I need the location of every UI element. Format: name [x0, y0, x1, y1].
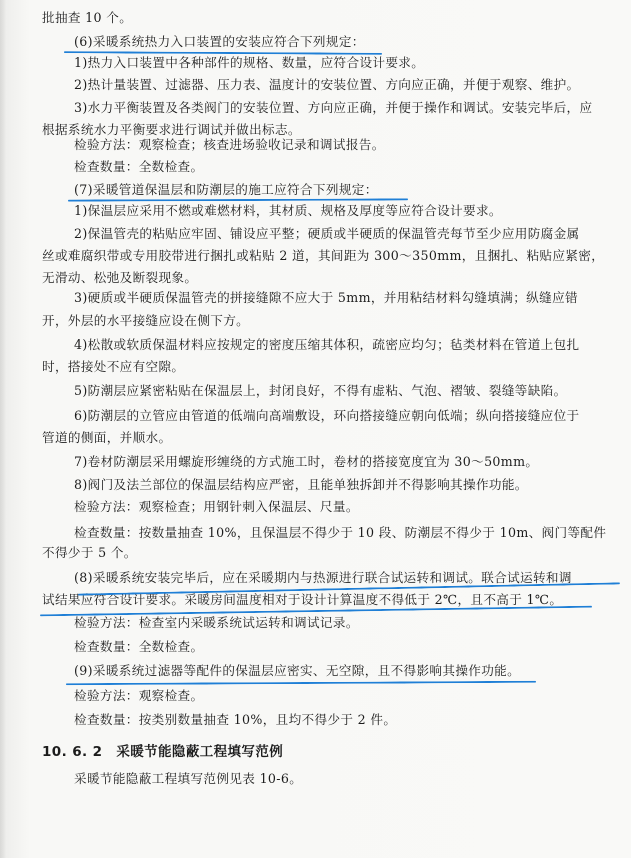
closing-line: 采暖节能隐蔽工程填写范例见表 10-6。 — [74, 771, 303, 786]
text-line: 8)阀门及法兰部位的保温层结构应严密，且能单独拆卸并不得影响其操作功能。 — [74, 477, 528, 492]
text-line: 3)水力平衡装置及各类阀门的安装位置、方向应正确，并便于操作和调试。安装完毕后，应 — [74, 100, 593, 115]
section-heading: 10. 6. 2 采暖节能隐蔽工程填写范例 — [42, 744, 284, 760]
text-line: 开，外层的水平接缝应设在侧下方。 — [42, 313, 250, 328]
text-line: 丝或难腐织带或专用胶带进行捆扎或粘贴 2 道，其间距为 300～350mm，且捆扎、粘贴应紧密， — [42, 248, 605, 263]
inspection-method: 检验方法：观察检查。 — [74, 688, 204, 703]
text-line: 批抽查 10 个。 — [42, 10, 133, 25]
pen-underline — [68, 198, 408, 201]
text-line: 7)卷材防潮层采用螺旋形缠绕的方式施工时，卷材的搭接宽度宜为 30～50mm。 — [74, 454, 539, 469]
text-line: 1)保温层应采用不燃或难燃材料，其材质、规格及厚度等应符合设计要求。 — [74, 203, 502, 218]
pen-underline — [66, 681, 536, 685]
text-line: 6)防潮层的立管应由管道的低端向高端敷设，环向搭接缝应朝向低端；纵向搭接缝应位于 — [74, 408, 580, 423]
text-line: 不得少于 5 个。 — [42, 545, 137, 560]
text-line: 根据系统水力平衡要求进行调试并做出标志。 — [42, 122, 301, 137]
inspection-method: 检验方法：观察检查；用钢针刺入保温层、尺量。 — [74, 499, 359, 514]
clause-9-heading: (9)采暖系统过滤器等配件的保温层应密实、无空隙，且不得影响其操作功能。 — [74, 663, 521, 678]
text-line: 时，搭接处不应有空隙。 — [42, 359, 185, 374]
text-line: 3)硬质或半硬质保温管壳的拼接缝隙不应大于 5mm，并用粘结材料勾缝填满；纵缝应错 — [74, 290, 578, 305]
text-line: 试结果应符合设计要求。采暖房间温度相对于设计计算温度不得低于 2℃，且不高于 1℃。 — [42, 592, 563, 607]
text-line: 4)松散或软质保温材料应按规定的密度压缩其体积，疏密应均匀；毡类材料在管道上包扎 — [74, 337, 580, 352]
inspection-quantity: 检查数量：按数量抽查 10%，且保温层不得少于 10 段、防潮层不得少于 10m、阀门等配件 — [74, 525, 607, 540]
inspection-quantity: 检查数量：全数检查。 — [74, 639, 204, 654]
clause-7-heading: (7)采暖管道保温层和防潮层的施工应符合下列规定： — [74, 182, 378, 197]
text-line: 2)保温管壳的粘贴应牢固、铺设应平整；硬质或半硬质的保温管壳每节至少应用防腐金属 — [74, 226, 580, 241]
clause-6-heading: (6)采暖系统热力入口装置的安装应符合下列规定： — [74, 34, 365, 49]
text-line: 管道的侧面，并顺水。 — [42, 430, 172, 445]
text-line: 2)热计量装置、过滤器、压力表、温度计的安装位置、方向应正确，并便于观察、维护。 — [74, 77, 580, 92]
text-line: 5)防潮层应紧密粘贴在保温层上，封闭良好，不得有虚粘、气泡、褶皱、裂缝等缺陷。 — [74, 383, 567, 398]
inspection-method: 检验方法：检查室内采暖系统试运转和调试记录。 — [74, 615, 359, 630]
scan-shadow — [0, 0, 6, 858]
text-line: 无滑动、松弛及断裂现象。 — [42, 270, 198, 285]
inspection-quantity: 检查数量：按类别数量抽查 10%，且均不得少于 2 件。 — [74, 712, 397, 727]
inspection-method: 检验方法：观察检查；核查进场验收记录和调试报告。 — [74, 137, 385, 152]
clause-8-heading: (8)采暖系统安装完毕后，应在采暖期内与热源进行联合试运转和调试。联合试运转和调 — [74, 570, 572, 585]
text-line: 1)热力入口装置中各种部件的规格、数量，应符合设计要求。 — [74, 55, 425, 70]
inspection-quantity: 检查数量：全数检查。 — [74, 159, 204, 174]
